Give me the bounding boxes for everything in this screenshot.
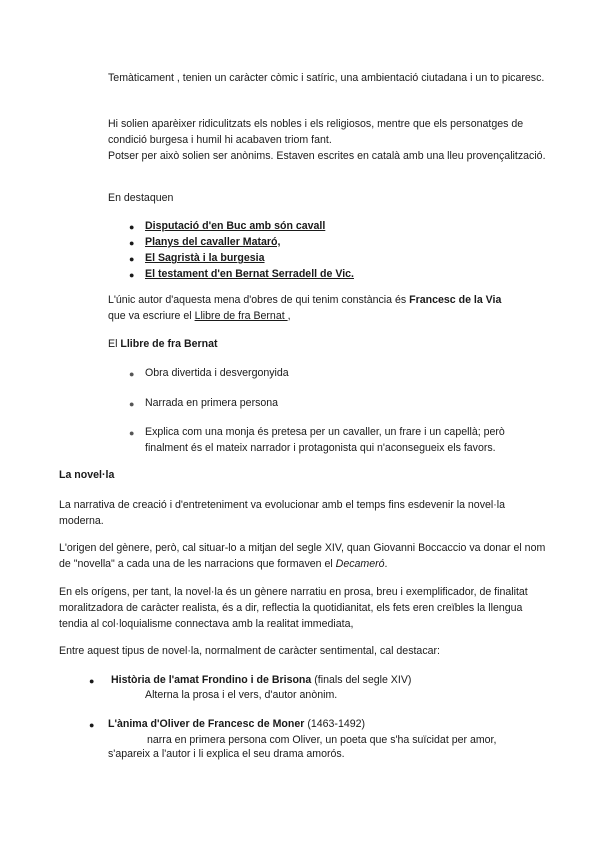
work-item: Planys del cavaller Mataró,: [145, 236, 281, 248]
novella-item-desc: narra en primera persona com Oliver, un poeta que s'ha suïcidat per amor,: [147, 734, 497, 746]
author-text-2: que va escriure el: [108, 310, 195, 322]
novella-item-title: [111, 672, 551, 688]
novella-item-title-text: Història de l'amat Frondino i de Brisona: [111, 674, 312, 686]
bullet-icon: ●: [129, 428, 135, 438]
author-paragraph: [108, 292, 548, 324]
novella-paragraph-3: En els orígens, per tant, la novel·la és un gènere narratiu en prosa, breu i exemplificador, de finalitat moralitzadora de caràcter realista, és a dir, reflectia la quotidianitat, els fets eren creïbles la llengua tendia al col·loquialisme connectava amb la realitat immediata,: [59, 586, 528, 630]
llibre-item: Narrada en primera persona: [145, 397, 279, 409]
llibre-title: Llibre de fra Bernat: [120, 338, 218, 350]
author-text: L'únic autor d'aquesta mena d'obres de qui tenim constància és: [108, 294, 410, 306]
bullet-icon: ●: [89, 676, 95, 686]
novella-p2-end: .: [384, 558, 388, 570]
bullet-icon: ●: [89, 720, 95, 730]
decameron-title: Decameró: [335, 558, 385, 570]
llibre-item: Explica com una monja és pretesa per un cavaller, un frare i un capellà; però finalment és el mateix narrador i protagonista qui n'aconsegueix els favors.: [145, 426, 505, 454]
work-item: El Sagristà i la burgesia: [145, 252, 265, 264]
llibre-heading: [108, 336, 548, 352]
intro-paragraph-3: Potser per això solien ser anònims. Estaven escrites en català amb una lleu provençalització.: [108, 150, 546, 162]
novella-item-title-text: L'ànima d'Oliver de Francesc de Moner: [108, 718, 305, 730]
llibre-item: Obra divertida i desvergonyida: [145, 367, 289, 379]
novella-item-title: [108, 716, 548, 732]
novella-item-note: (1463-1492): [304, 718, 366, 730]
work-item: Disputació d'en Buc amb són cavall: [145, 220, 326, 232]
bullet-icon: ●: [129, 270, 135, 280]
intro-paragraph-4: En destaquen: [108, 192, 174, 204]
novella-paragraph-1: La narrativa de creació i d'entreteniment va evolucionar amb el temps fins esdevenir la novel·la moderna.: [59, 499, 506, 527]
bullet-icon: ●: [129, 238, 135, 248]
intro-paragraph-1: Temàticament , tenien un caràcter còmic i satíric, una ambientació ciutadana i un to picaresc.: [108, 72, 545, 84]
bullet-icon: ●: [129, 369, 135, 379]
novella-item-desc: s'apareix a l'autor i li explica el seu drama amorós.: [108, 748, 345, 760]
novella-paragraph-4: Entre aquest tipus de novel·la, normalment de caràcter sentimental, cal destacar:: [59, 645, 440, 657]
intro-paragraph-2: Hi solien aparèixer ridiculitzats els nobles i els religiosos, mentre que els personatges de condició burgesa i humil hi acabaven triom fant.: [108, 118, 524, 146]
novella-paragraph-2: [59, 540, 549, 572]
llibre-heading-pre: El: [108, 338, 121, 350]
bullet-icon: ●: [129, 222, 135, 232]
novella-item-note: (finals del segle XIV): [311, 674, 412, 686]
author-text-3: ,: [287, 310, 291, 322]
author-work: Llibre de fra Bernat: [194, 310, 288, 322]
section-heading: La novel·la: [59, 469, 115, 481]
bullet-icon: ●: [129, 399, 135, 409]
author-name: Francesc de la Via: [409, 294, 502, 306]
novella-item-desc: Alterna la prosa i el vers, d'autor anònim.: [145, 689, 338, 701]
work-item: El testament d'en Bernat Serradell de Vic.: [145, 268, 354, 280]
bullet-icon: ●: [129, 254, 135, 264]
novella-p2-text: L'origen del gènere, però, cal situar-lo a mitjan del segle XIV, quan Giovanni Boccaccio va donar el nom de "novella" a cada una de les narracions que formaven el: [59, 542, 546, 570]
